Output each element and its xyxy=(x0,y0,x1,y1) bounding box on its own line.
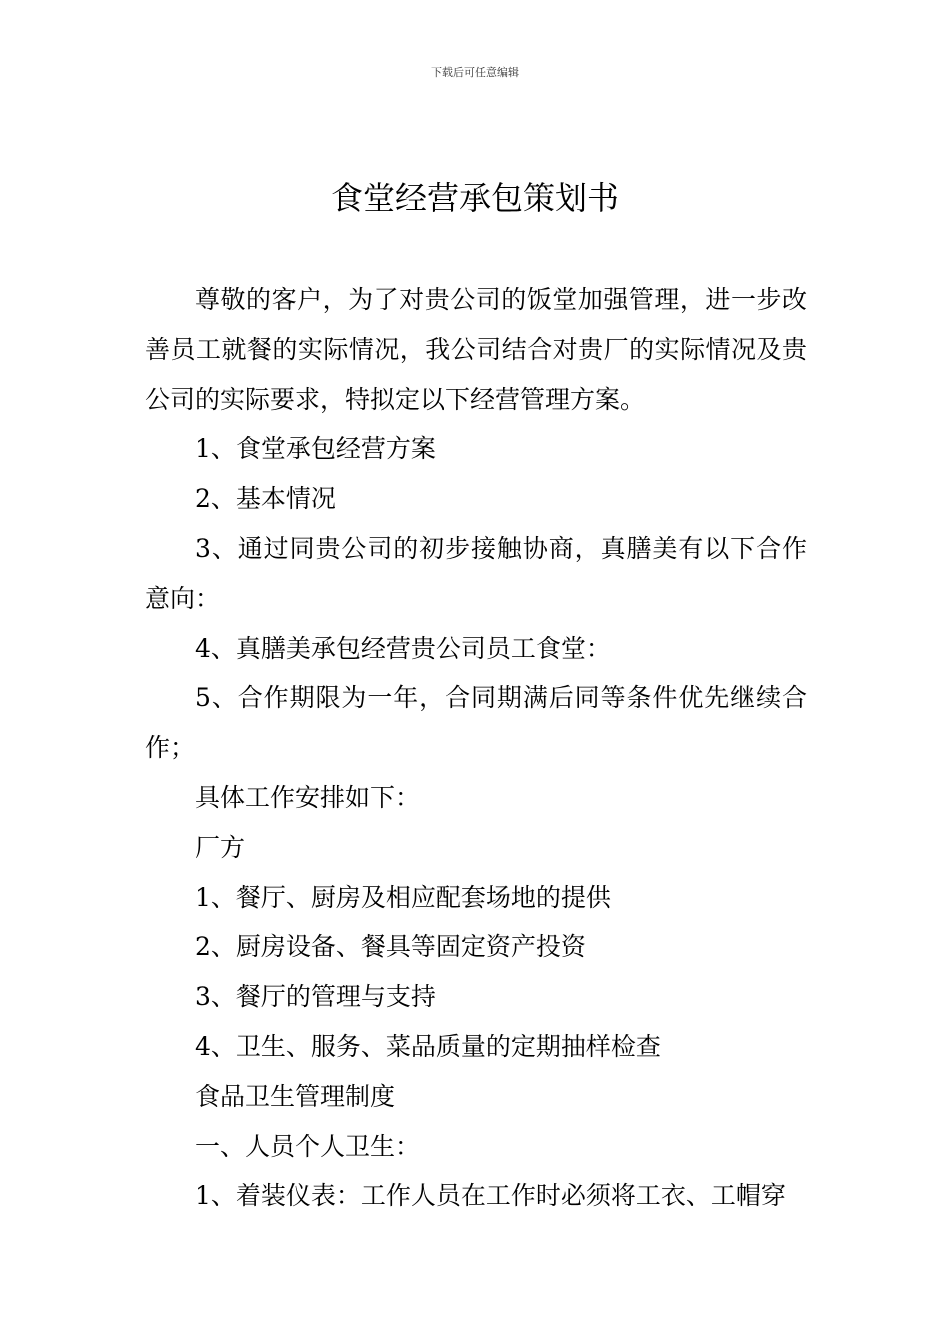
section-heading-hygiene: 食品卫生管理制度 xyxy=(195,1081,396,1111)
paragraph-item-2: 2、基本情况 xyxy=(195,484,336,514)
paragraph-item-1: 1、食堂承包经营方案 xyxy=(195,434,436,464)
paragraph-item-3: 3、通过同贵公司的初步接触协商，真膳美有以下合作意向： xyxy=(145,533,807,613)
paragraph-item-5: 5、合作期限为一年，合同期满后同等条件优先继续合作； xyxy=(145,683,807,763)
paragraph-factory-side: 厂方 xyxy=(195,832,246,862)
paragraph-factory-item-2: 2、厨房设备、餐具等固定资产投资 xyxy=(195,932,586,962)
paragraph-dress-code: 1、着装仪表：工作人员在工作时必须将工衣、工帽穿 xyxy=(195,1181,786,1211)
paragraph-work-arrangement: 具体工作安排如下： xyxy=(195,782,421,812)
header-note: 下载后可任意编辑 xyxy=(431,66,519,79)
paragraph-item-4: 4、真膳美承包经营贵公司员工食堂： xyxy=(195,633,611,663)
paragraph-intro: 尊敬的客户，为了对贵公司的饭堂加强管理，进一步改善员工就餐的实际情况，我公司结合对贵厂的实际情况及贵公司的实际要求，特拟定以下经营管理方案。 xyxy=(145,285,807,414)
document-body xyxy=(145,275,807,1221)
paragraph-factory-item-1: 1、餐厅、厨房及相应配套场地的提供 xyxy=(195,882,611,912)
paragraph-factory-item-3: 3、餐厅的管理与支持 xyxy=(195,982,436,1012)
subsection-heading-personal-hygiene: 一、人员个人卫生： xyxy=(195,1131,421,1161)
paragraph-factory-item-4: 4、卫生、服务、菜品质量的定期抽样检查 xyxy=(195,1031,661,1061)
document-title: 食堂经营承包策划书 xyxy=(330,179,619,217)
